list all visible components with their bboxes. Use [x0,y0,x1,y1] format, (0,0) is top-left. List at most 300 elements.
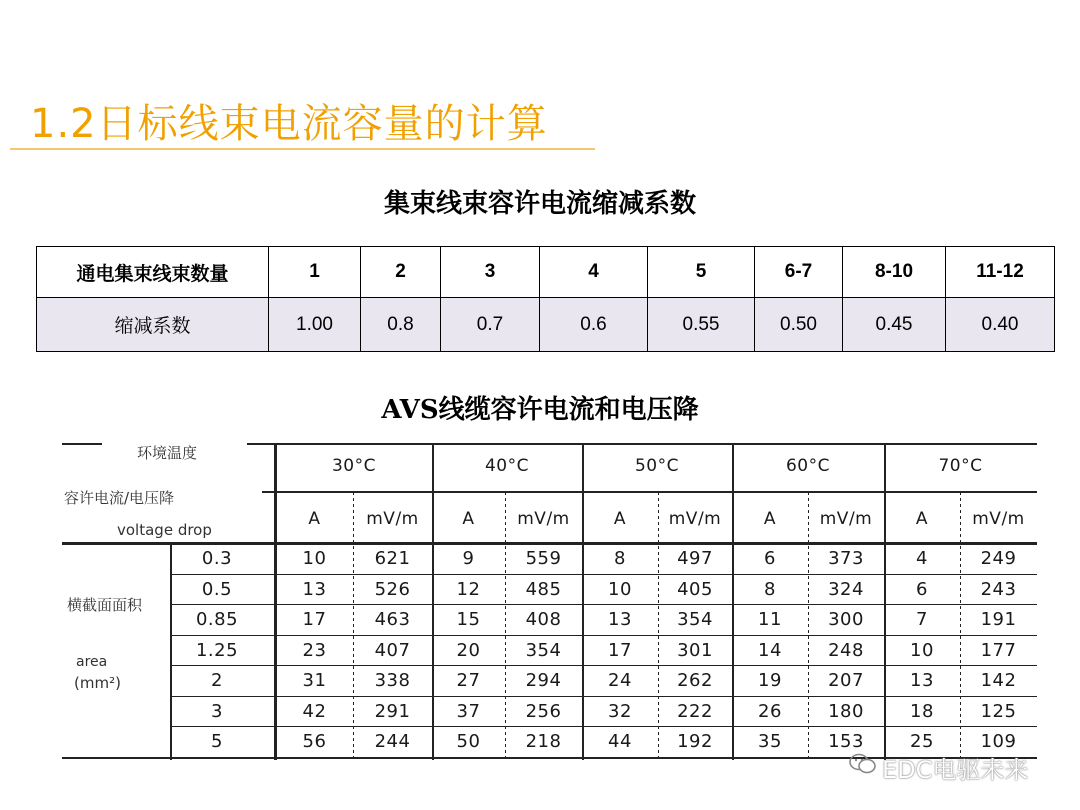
grid-line-dashed [658,492,659,495]
header-cell: 4 [540,247,648,298]
voltage-drop-value: 248 [828,639,864,661]
grid-line-dashed [505,576,506,579]
title-underline [10,148,595,150]
grid-line-dashed [505,498,506,501]
voltage-drop-value: 373 [828,548,864,569]
voltage-drop-value: 192 [677,731,713,752]
grid-line-dashed [808,570,809,573]
grid-line-dashed [353,546,354,549]
grid-line-dashed [960,600,961,603]
voltage-drop-value: 109 [980,731,1017,752]
grid-line-dashed [658,636,659,639]
grid-line-dashed [808,732,809,735]
grid-line-dashed [960,666,961,669]
grid-line [170,665,1037,666]
grid-line-dashed [505,714,506,717]
grid-line-dashed [808,576,809,579]
current-value: 10 [302,548,327,569]
current-value: 10 [910,639,934,661]
current-value: 50 [456,731,481,752]
reduction-factor-table [36,246,1055,352]
area-unit-label: (mm²) [74,674,121,692]
grid-line-dashed [505,732,506,735]
grid-line-dashed [658,672,659,675]
grid-line-dashed [960,498,961,501]
grid-line-dashed [658,684,659,687]
grid-line-dashed [960,624,961,627]
grid-line-dashed [658,630,659,633]
grid-line-dashed [505,642,506,645]
grid-line-dashed [658,708,659,711]
sub-header-mv-per-m: mV/m [366,509,419,529]
grid-line-dashed [353,720,354,723]
grid-line-dashed [658,714,659,717]
sub-header-mv-per-m: mV/m [819,509,873,529]
grid-line-dashed [960,492,961,495]
cross-section-value: 0.3 [201,548,233,569]
grid-line-dashed [505,492,506,495]
grid-line-dashed [353,648,354,651]
grid-line-dashed [353,600,354,603]
grid-line-dashed [505,558,506,561]
grid-line-dashed [505,672,506,675]
grid-line-dashed [658,612,659,615]
cross-section-value: 0.85 [195,609,239,630]
cross-section-value: 0.5 [201,578,233,600]
voltage-drop-value: 244 [374,731,411,752]
grid-line-dashed [808,738,809,741]
slide-title: 1.2日标线束电流容量的计算 [30,101,548,147]
value-cell: 缩减系数 [37,298,269,352]
grid-line-dashed [808,654,809,657]
grid-line-dashed [808,726,809,729]
grid-line-dashed [353,552,354,555]
current-value: 13 [302,578,327,600]
grid-line-dashed [960,714,961,717]
voltage-drop-value: 256 [525,700,562,722]
voltage-drop-value: 177 [980,639,1017,661]
voltage-drop-value: 526 [374,578,411,600]
grid-line [170,635,1037,636]
voltage-drop-value: 153 [828,731,864,752]
grid-line-dashed [960,588,961,591]
current-value: 14 [758,639,782,661]
current-value: 19 [758,670,782,691]
current-value: 24 [608,670,632,691]
grid-line-dashed [808,492,809,495]
temperature-header: 30°C [331,456,376,476]
grid-line-dashed [505,570,506,573]
grid-line-dashed [353,630,354,633]
grid-line-dashed [658,690,659,693]
grid-line-dashed [808,552,809,555]
voltage-drop-value: 218 [525,731,562,752]
grid-line-dashed [505,648,506,651]
current-value: 23 [302,639,327,661]
grid-line [62,542,1037,545]
grid-line-dashed [808,690,809,693]
voltage-drop-value: 485 [525,578,562,600]
grid-line [170,696,1037,697]
grid-line-dashed [353,684,354,687]
current-value: 27 [456,670,481,691]
grid-line-dashed [808,672,809,675]
sub-header-ampere: A [763,509,777,529]
grid-line-dashed [960,726,961,729]
grid-line-dashed [808,630,809,633]
grid-line-dashed [658,756,659,759]
grid-line-dashed [960,546,961,549]
value-cell: 0.45 [843,298,946,352]
grid-line-dashed [658,564,659,567]
cross-section-value: 3 [211,700,223,722]
grid-line-dashed [658,732,659,735]
temperature-header: 50°C [634,456,679,476]
grid-line-dashed [505,756,506,759]
grid-line-dashed [353,606,354,609]
voltage-drop-value: 294 [525,670,562,691]
current-value: 8 [614,548,626,569]
grid-line-dashed [658,744,659,747]
grid-line-dashed [960,594,961,597]
grid-line-dashed [505,534,506,537]
grid-line-dashed [353,576,354,579]
grid-line-dashed [505,594,506,597]
grid-line-dashed [353,672,354,675]
grid-line-dashed [505,618,506,621]
grid-line-dashed [658,582,659,585]
header-cell: 5 [648,247,755,298]
value-cell: 0.55 [648,298,755,352]
header-cell: 11-12 [946,247,1055,298]
value-cell: 0.8 [361,298,441,352]
current-value: 10 [608,578,632,600]
grid-line-dashed [960,552,961,555]
grid-line-dashed [353,612,354,615]
grid-line-dashed [808,540,809,543]
grid-line-dashed [658,660,659,663]
current-value: 8 [764,578,776,600]
table2-caption: AVS线缆容许电流和电压降 [381,395,699,425]
grid-line-dashed [658,726,659,729]
grid-line-dashed [808,624,809,627]
grid-line-dashed [808,666,809,669]
header-cell: 8-10 [843,247,946,298]
grid-line-dashed [505,702,506,705]
grid-line-dashed [353,636,354,639]
sub-header-mv-per-m: mV/m [668,509,722,529]
grid-line-dashed [960,564,961,567]
current-value: 13 [608,609,632,630]
grid-line-dashed [658,504,659,507]
grid-line-dashed [505,696,506,699]
table1-value-row [37,298,1055,352]
grid-line-dashed [505,600,506,603]
grid-line-dashed [808,546,809,549]
grid-line-dashed [960,672,961,675]
grid-line-dashed [353,618,354,621]
current-value: 17 [302,609,327,630]
grid-line-dashed [353,714,354,717]
table1-header-row [37,247,1055,298]
grid-line-dashed [960,660,961,663]
grid-line-dashed [808,708,809,711]
grid-line-dashed [658,666,659,669]
current-value: 18 [910,700,934,722]
grid-line-dashed [960,690,961,693]
current-value: 17 [608,639,632,661]
grid-line-dashed [960,636,961,639]
header-cell: 3 [441,247,540,298]
grid-line-dashed [960,744,961,747]
current-value: 15 [456,609,481,630]
grid-line-dashed [808,744,809,747]
grid-line-dashed [808,594,809,597]
grid-line-dashed [353,678,354,681]
grid-line-dashed [353,708,354,711]
grid-line-dashed [960,558,961,561]
grid-line-dashed [808,636,809,639]
cross-section-value: 5 [211,731,223,752]
voltage-drop-value: 354 [677,609,713,630]
grid-line-dashed [353,498,354,501]
table1-caption: 集束线束容许电流缩减系数 [383,189,696,219]
grid-line-dashed [353,756,354,759]
grid-line-dashed [808,660,809,663]
grid-line-dashed [353,588,354,591]
grid-line-dashed [658,654,659,657]
grid-line-dashed [808,702,809,705]
grid-line-dashed [808,534,809,537]
grid-line-dashed [658,702,659,705]
grid-line-dashed [505,678,506,681]
value-cell: 0.7 [441,298,540,352]
grid-line-dashed [505,636,506,639]
area-label: area [76,654,108,670]
grid-line-dashed [505,504,506,507]
grid-line-dashed [353,738,354,741]
voltage-drop-value: 300 [828,609,864,630]
temperature-header: 70°C [938,456,983,476]
grid-line-dashed [808,600,809,603]
voltage-drop-value: 262 [677,670,713,691]
grid-line-dashed [505,582,506,585]
grid-line-dashed [353,624,354,627]
grid-line-dashed [658,642,659,645]
grid-line-dashed [353,492,354,495]
grid-line-dashed [505,660,506,663]
grid-line-dashed [960,534,961,537]
voltage-drop-value: 222 [677,700,713,722]
voltage-drop-value: 408 [525,609,562,630]
grid-line-dashed [960,612,961,615]
grid-line-dashed [353,570,354,573]
grid-line-dashed [505,666,506,669]
grid-line-dashed [505,546,506,549]
voltage-drop-value: 191 [980,609,1017,630]
grid-line-dashed [505,750,506,753]
grid-line [582,443,584,760]
grid-line-dashed [353,558,354,561]
grid-line-dashed [960,576,961,579]
grid-line-dashed [808,582,809,585]
current-value: 26 [758,700,782,722]
grid-line-dashed [960,684,961,687]
grid-line [170,574,1037,575]
grid-line-dashed [658,498,659,501]
grid-line-dashed [353,690,354,693]
wechat-icon [848,752,878,776]
grid-line-dashed [353,666,354,669]
voltage-drop-value: 142 [980,670,1017,691]
grid-line-dashed [960,678,961,681]
grid-line-dashed [505,738,506,741]
grid-line-dashed [658,576,659,579]
grid-line-dashed [658,540,659,543]
grid-line-dashed [353,726,354,729]
grid-line-dashed [658,588,659,591]
grid-line-dashed [808,618,809,621]
grid-line-dashed [658,624,659,627]
grid-line-dashed [658,546,659,549]
current-value: 9 [462,548,475,569]
grid-line-dashed [505,564,506,567]
grid-line-dashed [353,750,354,753]
grid-line-dashed [658,600,659,603]
value-cell: 0.40 [946,298,1055,352]
sub-header-ampere: A [462,509,475,529]
grid-line-dashed [808,678,809,681]
grid-line-dashed [960,696,961,699]
grid-line-dashed [960,654,961,657]
current-value: 12 [456,578,481,600]
temperature-header: 60°C [785,456,830,476]
current-value: 13 [910,670,934,691]
grid-line-dashed [658,720,659,723]
current-value: 44 [608,731,632,752]
grid-line [170,543,172,760]
grid-line-dashed [960,504,961,507]
voltage-drop-value: 324 [828,578,864,600]
grid-line-dashed [808,558,809,561]
grid-line [274,443,277,760]
grid-line-dashed [505,612,506,615]
voltage-drop-value: 180 [828,700,864,722]
current-value: 56 [302,731,327,752]
voltage-drop-value: 559 [525,548,562,569]
grid-line-dashed [808,612,809,615]
grid-line [170,726,1037,727]
voltage-drop-value: 338 [374,670,411,691]
current-value: 7 [916,609,928,630]
grid-line-dashed [658,558,659,561]
voltage-drop-value: 405 [677,578,713,600]
grid-line-dashed [960,618,961,621]
cross-section-value: 1.25 [195,639,239,661]
current-value: 32 [608,700,632,722]
env-temp-label: 环境温度 [137,444,198,462]
grid-line-dashed [505,624,506,627]
grid-line-dashed [808,720,809,723]
grid-line-dashed [658,570,659,573]
grid-line-dashed [960,648,961,651]
sub-header-ampere: A [613,509,627,529]
grid-line-dashed [658,618,659,621]
current-value: 37 [456,700,481,722]
grid-line-dashed [505,552,506,555]
avs-cable-table [62,440,1037,760]
current-value: 11 [758,609,782,630]
voltage-drop-value: 301 [677,639,713,661]
voltage-drop-value: 291 [374,700,411,722]
grid-line-dashed [808,756,809,759]
current-value: 20 [456,639,481,661]
current-value: 25 [910,731,934,752]
grid-line-dashed [960,630,961,633]
voltage-drop-value: 407 [374,639,411,661]
grid-line [262,491,1037,493]
grid-line-dashed [353,702,354,705]
grid-line-dashed [353,504,354,507]
current-value: 35 [758,731,782,752]
grid-line-dashed [353,594,354,597]
grid-line-dashed [808,714,809,717]
voltage-drop-value: 207 [828,670,864,691]
header-cell: 通电集束线束数量 [37,247,269,298]
grid-line-dashed [808,498,809,501]
grid-line-dashed [960,582,961,585]
grid-line-dashed [808,696,809,699]
sub-header-mv-per-m: mV/m [972,509,1025,529]
grid-line-dashed [960,606,961,609]
grid-line-dashed [658,534,659,537]
grid-line-dashed [505,684,506,687]
grid-line-dashed [658,738,659,741]
grid-line-dashed [353,582,354,585]
sub-header-mv-per-m: mV/m [517,509,570,529]
grid-line-dashed [808,684,809,687]
grid-line-dashed [505,630,506,633]
grid-line-dashed [808,642,809,645]
cross-section-label: 横截面面积 [67,596,143,614]
current-value: 31 [302,670,327,691]
grid-line-dashed [505,744,506,747]
grid-line-dashed [505,540,506,543]
value-cell: 1.00 [269,298,361,352]
grid-line-dashed [960,720,961,723]
grid-line-dashed [658,594,659,597]
grid-line-dashed [658,678,659,681]
grid-line-dashed [658,606,659,609]
grid-line [170,604,1037,605]
allowable-current-label: 容许电流/电压降 [64,489,175,507]
temperature-header: 40°C [484,456,529,476]
grid-line [732,443,734,760]
sub-header-ampere: A [308,509,321,529]
grid-line-dashed [505,708,506,711]
grid-line-dashed [808,648,809,651]
voltage-drop-value: 125 [980,700,1017,722]
grid-line-dashed [658,696,659,699]
grid-line-dashed [808,588,809,591]
grid-line-dashed [353,732,354,735]
current-value: 4 [916,548,928,569]
value-cell: 0.6 [540,298,648,352]
grid-line-dashed [353,744,354,747]
voltage-drop-value: 249 [980,548,1017,569]
grid-line-dashed [505,588,506,591]
value-cell: 0.50 [755,298,843,352]
